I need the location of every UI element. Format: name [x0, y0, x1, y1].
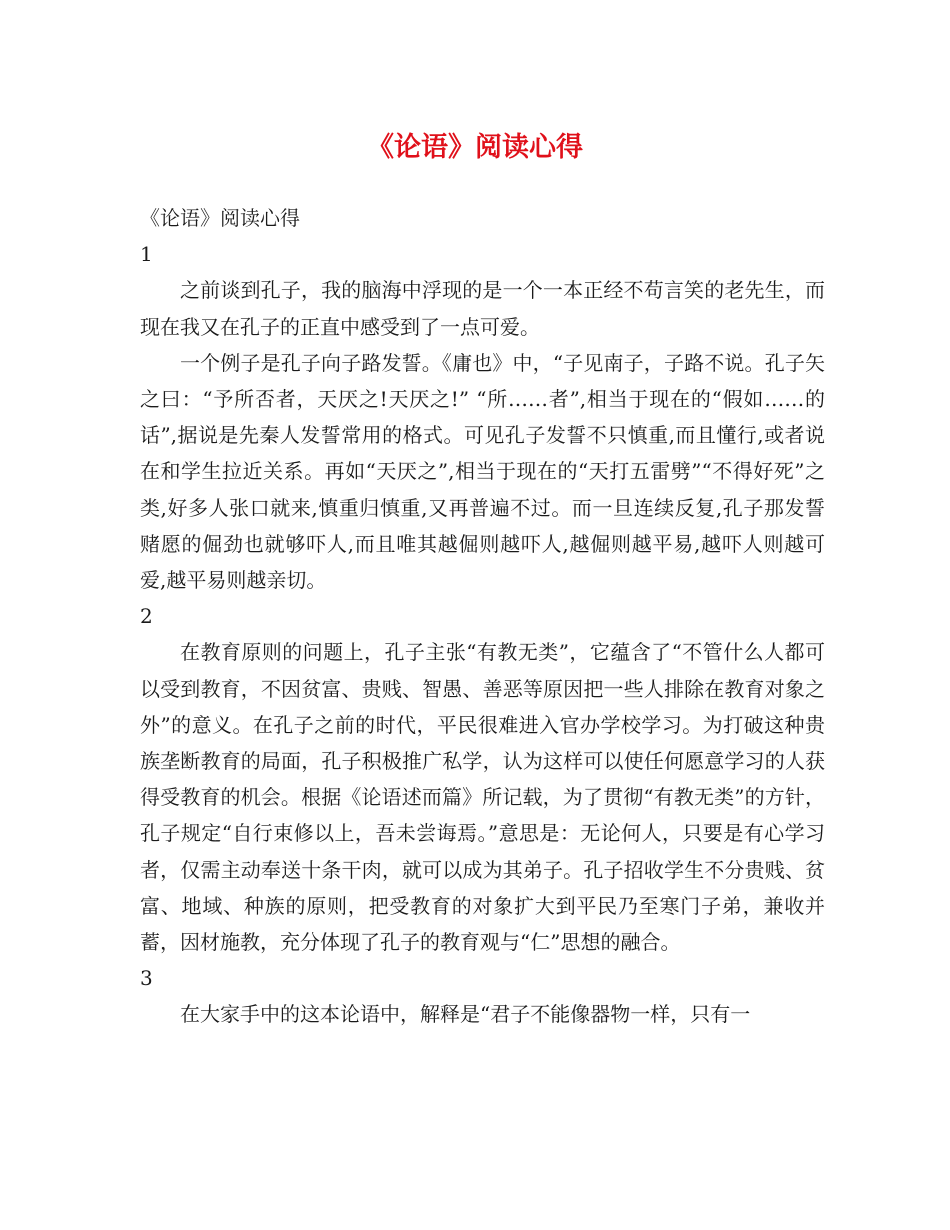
paragraph: 在大家手中的这本论语中，解释是“君子不能像器物一样，只有一: [180, 1002, 751, 1027]
document-subtitle: 《论语》阅读心得: [140, 206, 300, 230]
document-body: [140, 200, 825, 1033]
section-number: 3: [140, 966, 153, 991]
section-number: 2: [140, 604, 153, 629]
paragraph: 一个例子是孔子向子路发誓。《庸也》中，“子见南子，子路不说。孔子矢之曰：“予所否者，天厌之!天厌之!” “所……者”,相当于现在的“假如……的话”,据说是先秦人发誓常用的格式。可见孔子发誓不只慎重,而且懂行,或者说在和学生拉近关系。再如“天厌之”,相当于现在的“天打五雷劈”“不得好死”之类,好多人张口就来,慎重归慎重,又再普遍不过。而一旦连续反复,孔子那发誓赌愿的倔劲也就够吓人,而且唯其越倔则越吓人,越倔则越平易,越吓人则越可爱,越平易则越亲切。: [140, 350, 825, 593]
document-title: 《论语》阅读心得: [367, 132, 583, 163]
section-number: 1: [140, 242, 153, 267]
paragraph: 在教育原则的问题上，孔子主张“有教无类”，它蕴含了“不管什么人都可以受到教育，不因贫富、贵贱、智愚、善恶等原因把一些人排除在教育对象之外”的意义。在孔子之前的时代，平民很难进入官办学校学习。为打破这种贵族垄断教育的局面，孔子积极推广私学，认为这样可以使任何愿意学习的人获得受教育的机会。根据《论语述而篇》所记载，为了贯彻“有教无类”的方针，孔子规定“自行束修以上，吾未尝诲焉。”意思是：无论何人，只要是有心学习者，仅需主动奉送十条干肉，就可以成为其弟子。孔子招收学生不分贵贱、贫富、地域、种族的原则，把受教育的对象扩大到平民乃至寒门子弟，兼收并蓄，因材施教，充分体现了孔子的教育观与“仁”思想的融合。: [140, 640, 825, 955]
paragraph: 之前谈到孔子，我的脑海中浮现的是一个一本正经不苟言笑的老先生，而现在我又在孔子的正直中感受到了一点可爱。: [140, 278, 825, 339]
